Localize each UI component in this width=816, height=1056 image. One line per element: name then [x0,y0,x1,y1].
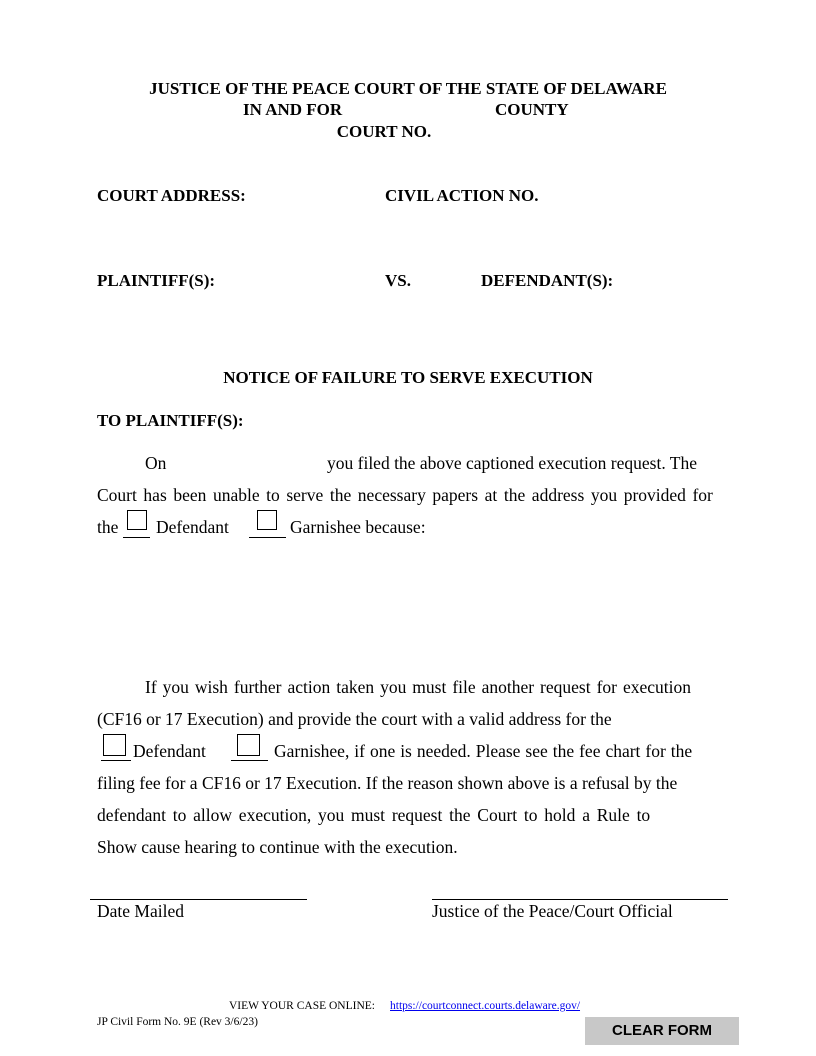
defendant-label: DEFENDANT(S): [481,271,614,290]
plaintiff-label: PLAINTIFF(S): [97,271,216,290]
para2-defendant: Defendant [133,741,206,761]
plaintiff-field[interactable] [97,295,361,349]
para2-line2: (CF16 or 17 Execution) and provide the court with a valid address for the [97,709,612,729]
para2-line5: defendant to allow execution, you must request the Court to hold a Rule to [97,805,651,825]
civil-action-label: CIVIL ACTION NO. [385,186,539,205]
court-address-label: COURT ADDRESS: [97,186,246,205]
defendant-field[interactable] [481,295,725,349]
garnishee-checkbox-1[interactable] [257,510,277,530]
court-header-in-and-for: IN AND FOR [243,100,343,119]
court-connect-link[interactable]: https://courtconnect.courts.delaware.gov/ [390,1000,581,1012]
defendant-checkbox-2[interactable] [103,734,126,756]
vs-label: VS. [385,271,411,290]
reason-field[interactable] [97,548,725,662]
court-address-field[interactable] [97,210,361,264]
form-number: JP Civil Form No. 9E (Rev 3/6/23) [97,1016,258,1028]
date-mailed-field[interactable] [90,877,309,899]
to-plaintiff-label: TO PLAINTIFF(S): [97,411,244,430]
notice-title: NOTICE OF FAILURE TO SERVE EXECUTION [223,368,593,387]
official-label: Justice of the Peace/Court Official [432,901,673,921]
para1-line1: you filed the above captioned execution request. The [327,453,697,473]
court-header-line1: JUSTICE OF THE PEACE COURT OF THE STATE OF DELAWARE [149,79,667,98]
view-case-label: VIEW YOUR CASE ONLINE: [229,1000,375,1012]
court-no-field[interactable] [440,122,524,144]
para1-line2: Court has been unable to serve the necessary papers at the address you provided for [97,485,713,505]
para1-on: On [145,453,167,473]
defendant-checkbox-1[interactable] [127,510,147,530]
clear-form-button[interactable]: CLEAR FORM [585,1017,739,1045]
para2-line4: filing fee for a CF16 or 17 Execution. If the reason shown above is a refusal by the [97,773,678,793]
civil-action-field[interactable] [560,186,724,208]
court-header-county: COUNTY [495,100,569,119]
official-signature-field[interactable] [432,877,730,899]
para1-garnishee: Garnishee because: [290,517,426,537]
para1-defendant: Defendant [156,517,229,537]
para1-the: the [97,517,119,537]
date-mailed-label: Date Mailed [97,901,184,921]
county-field[interactable] [355,100,494,122]
court-header-court-no: COURT NO. [336,122,432,141]
garnishee-checkbox-2[interactable] [237,734,260,756]
filed-date-field[interactable] [175,453,324,477]
para2-line3: Garnishee, if one is needed. Please see the fee chart for the [274,741,693,761]
para2-line1: If you wish further action taken you must file another request for execution [145,677,691,697]
para2-line6: Show cause hearing to continue with the execution. [97,837,458,857]
